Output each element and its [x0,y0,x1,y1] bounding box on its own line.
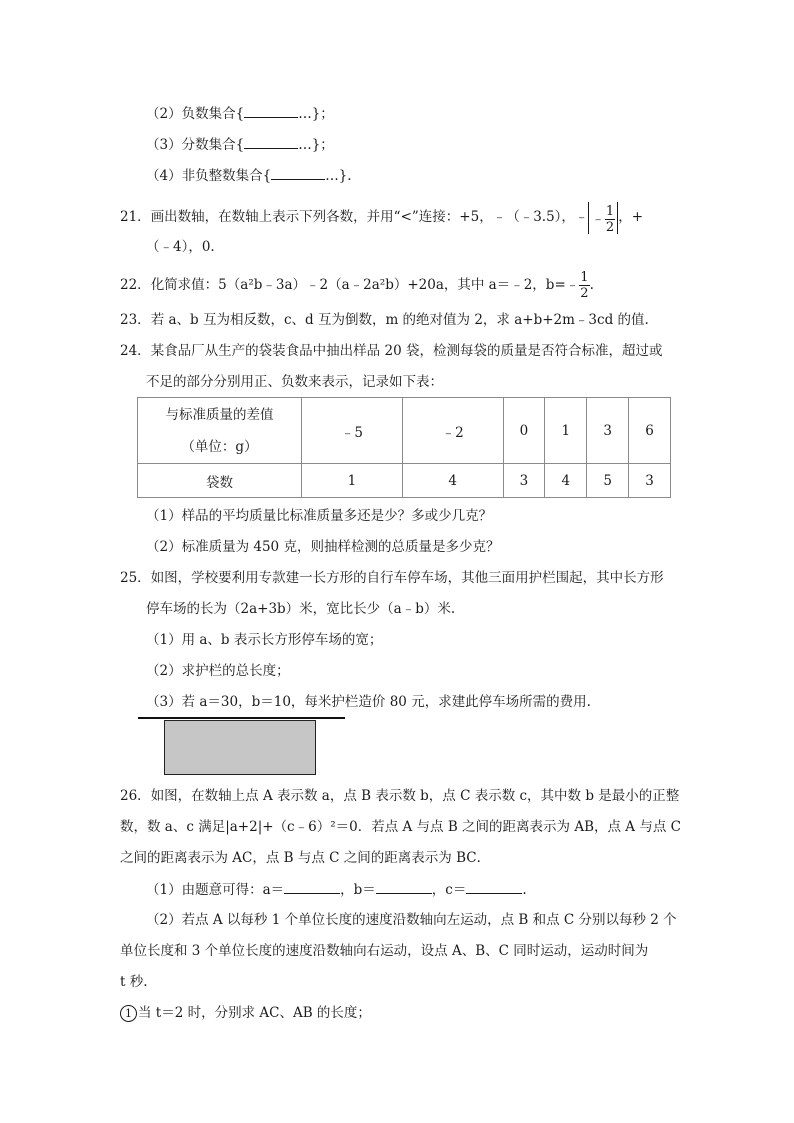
table-cell: 5 [587,464,629,498]
q25-sub-1 [146,630,382,650]
question-number: 22． [120,277,151,293]
fraction-numerator: 1 [605,203,615,219]
fraction-denominator: 2 [580,286,589,301]
table-cell: 1 [302,464,403,498]
question-number: 26． [120,788,151,804]
q21-line-2 [146,237,215,257]
table-row [138,464,671,498]
q25-sub-2 [146,661,290,681]
q25-line-2-text: 停车场的长为（2a+3b）米，宽比长少（a﹣b）米. [146,601,456,617]
answer-blank-c[interactable] [466,879,522,894]
q24-sub-2 [146,537,499,557]
q24-sub-1 [146,506,492,526]
q24-line-1-text: 某食品厂从生产的袋装食品中抽出样品 20 袋，检测每袋的质量是否符合标准，超过或 [150,343,663,359]
q21-after: ，+ [618,209,644,225]
q26-sub-1 [146,879,527,900]
q26-sub-2-q1-text: 当 t＝2 时，分别求 AC、AB 的长度； [138,1005,371,1021]
q25-sub-3 [146,692,591,712]
table-cell: 6 [629,398,671,464]
q26-sub-2-line-2 [120,941,648,961]
fraction [579,270,589,301]
minus-sign: ﹣ [591,210,605,227]
q26-sub-2-line-1-text: （2）若点 A 以每秒 1 个单位长度的速度沿数轴向左运动，点 B 和点 C 分别以每秒 2 个 [146,912,677,928]
q21-line-1 [120,200,643,234]
question-number: 21． [120,209,151,225]
table-cell: 1 [545,398,587,464]
q21-text: 画出数轴，在数轴上表示下列各数，并用“<”连接：+5，﹣（﹣3.5），﹣ [150,209,589,225]
row-label-line-1: 与标准质量的差值 [165,406,274,423]
q26-line-3-text: 之间的距离表示为 AC，点 B 与点 C 之间的距离表示为 BC． [120,850,491,866]
q20-item-3-label: （3）分数集合{ [146,137,245,153]
answer-blank-a[interactable] [284,879,340,894]
parking-lot-rectangle [164,720,316,775]
q25-sub-1-text: （1）用 a、b 表示长方形停车场的宽； [146,632,383,648]
q26-line-1-text: 如图，在数轴上点 A 表示数 a，点 B 表示数 b，点 C 表示数 c，其中数 b 是最小的正整 [150,788,680,804]
answer-blank[interactable] [271,165,325,180]
q26-sub-2-q1 [120,1003,371,1023]
q20-item-2-label: （2）负数集合{ [146,106,245,122]
table-cell: 4 [402,464,503,498]
q23 [120,310,649,330]
circled-number: 1 [120,1005,137,1022]
table-cell: 3 [503,464,545,498]
q25-sub-3-text: （3）若 a＝30，b＝10，每米护栏造价 80 元，求建此停车场所需的费用. [146,694,591,710]
q26-line-3 [120,848,490,868]
q24-line-2 [146,372,443,392]
table-cell: 4 [545,464,587,498]
fraction-denominator: 2 [605,219,615,235]
minus-sign: ﹣ [565,277,580,293]
period: . [522,882,527,898]
table-cell-label [138,398,302,464]
answer-blank-b[interactable] [376,879,432,894]
q26-sub-2-line-3 [120,972,148,992]
answer-blank[interactable] [244,134,298,149]
q26-line-2-text: 数，数 a、c 满足|a+2|+（c﹣6）²＝0．若点 A 与点 B 之间的距离表示为 AB，点 A 与点 C [120,819,681,835]
period: . [589,277,594,293]
question-number: 23． [120,312,151,328]
q20-item-2 [146,103,334,124]
table-row [138,398,671,464]
q20-item-3 [146,134,334,155]
q21-line-2-text: （﹣4），0. [146,239,215,255]
q26-sub-1-a: （1）由题意可得：a＝ [146,882,285,898]
q24-line-1 [120,341,662,361]
q26-line-1 [120,786,679,806]
q20-item-4-tail: …}. [325,168,352,184]
table-cell: ﹣5 [302,398,403,464]
table-cell: 3 [629,464,671,498]
q20-item-2-tail: …}； [298,106,334,122]
data-table [137,397,671,498]
q25-line-1 [120,568,664,588]
q26-sub-1-c: ，c＝ [431,882,467,898]
table-cell-label: 袋数 [138,464,302,498]
q24-sub-2-text: （2）标准质量为 450 克，则抽样检测的总质量是多少克？ [146,539,500,555]
row-label-line-2: （单位：g） [181,438,258,455]
question-number: 25． [120,570,151,586]
absolute-value [588,202,618,234]
q23-text: 若 a、b 互为相反数，c、d 互为倒数，m 的绝对值为 2，求 a+b+2m﹣3cd 的值. [150,312,649,328]
q26-sub-2-line-2-text: 单位长度和 3 个单位长度的速度沿数轴向右运动，设点 A、B、C 同时运动，运动时间为 [120,943,649,959]
q20-item-4 [146,165,352,186]
q25-sub-2-text: （2）求护栏的总长度； [146,663,290,679]
question-number: 24． [120,343,151,359]
q25-line-2 [146,599,455,619]
q26-sub-2-line-3-text: t 秒. [120,974,148,990]
table-cell: 3 [587,398,629,464]
table-cell: ﹣2 [402,398,503,464]
q20-item-4-label: （4）非负整数集合{ [146,168,272,184]
fraction [605,204,615,235]
table-cell: 0 [503,398,545,464]
q26-sub-2-line-1 [146,910,677,930]
q24-line-2-text: 不足的部分分别用正、负数来表示，记录如下表： [146,374,443,390]
q20-item-3-tail: …}； [298,137,334,153]
wall-line [138,717,345,719]
q26-line-2 [120,817,681,837]
answer-blank[interactable] [244,103,298,118]
q24-sub-1-text: （1）样品的平均质量比标准质量多还是少？多或少几克？ [146,508,493,524]
fraction-numerator: 1 [580,270,589,285]
q26-sub-1-b: ，b＝ [340,882,376,898]
q22 [120,268,594,302]
q25-line-1-text: 如图，学校要利用专款建一长方形的自行车停车场，其他三面用护栏围起，其中长方形 [150,570,664,586]
q22-text: 化简求值：5（a²b﹣3a）﹣2（a﹣2a²b）+20a，其中 a＝﹣2，b= [150,277,566,293]
